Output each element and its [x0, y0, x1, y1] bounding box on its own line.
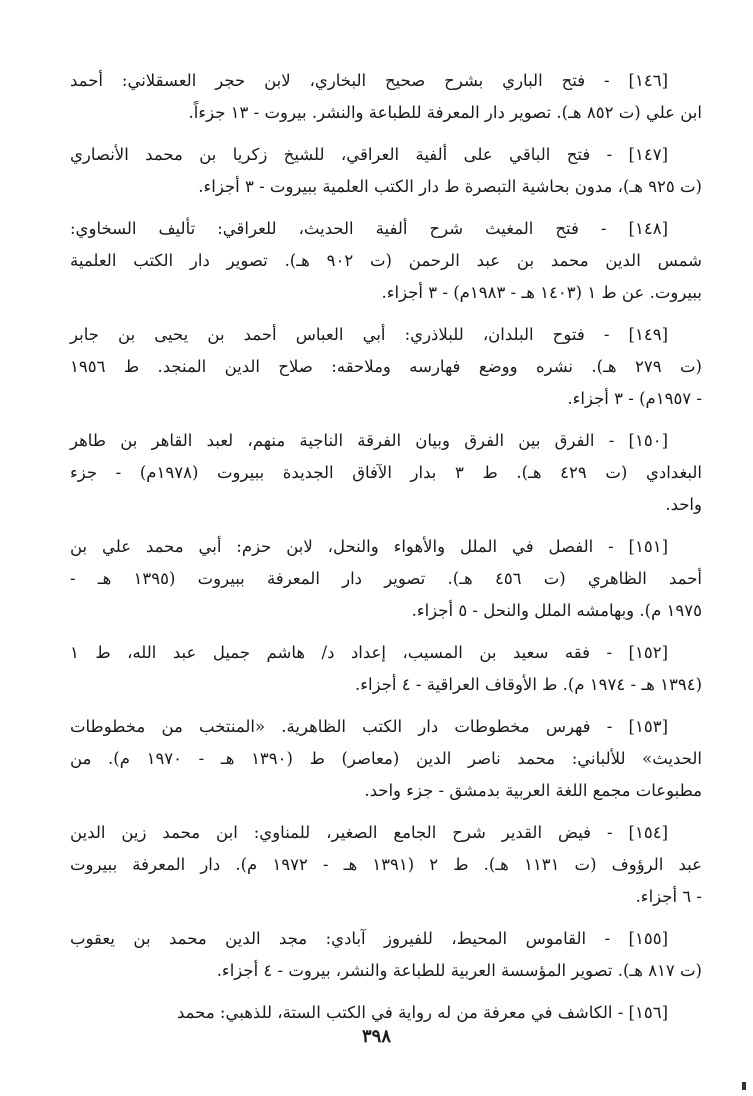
bibliography-entry: [70, 139, 702, 203]
entry-line: - ١٩٥٧م) - ٣ أجزاء.: [567, 389, 702, 408]
bibliography-entry: [70, 817, 702, 913]
entry-line: ببيروت. عن ط ١ (١٤٠٣ هـ - ١٩٨٣م) - ٣ أجزاء.: [381, 283, 702, 302]
bibliography-entry: [70, 425, 702, 521]
entry-line: [١٥١] - الفصل في الملل والأهواء والنحل، لابن حزم: أبي محمد علي بن: [70, 537, 668, 556]
entry-line: واحد.: [665, 495, 702, 514]
entry-line: أحمد الظاهري (ت ٤٥٦ هـ). تصوير دار المعرفة ببيروت (١٣٩٥ هـ -: [70, 569, 702, 588]
bibliography-entry: [70, 213, 702, 309]
entry-line: [١٥٣] - فهرس مخطوطات دار الكتب الظاهرية. «المنتخب من مخطوطات: [70, 717, 668, 736]
entry-line: [١٤٨] - فتح المغيث شرح ألفية الحديث، للعراقي: تأليف السخاوي:: [70, 219, 668, 238]
entry-line: [١٤٦] - فتح الباري بشرح صحيح البخاري، لابن حجر العسقلاني: أحمد: [70, 71, 668, 90]
entry-line: ١٩٧٥ م). وبهامشه الملل والنحل - ٥ أجزاء.: [411, 601, 702, 620]
entry-line: [١٥٠] - الفرق بين الفرق وبيان الفرقة الناجية منهم، لعبد القاهر بن طاهر: [70, 431, 668, 450]
entry-line: [١٥٦] - الكاشف في معرفة من له رواية في الكتب الستة، للذهبي: محمد: [176, 1003, 668, 1022]
bibliography-entry: [70, 997, 702, 1029]
bibliography-entry: [70, 531, 702, 627]
bibliography-entry: [70, 319, 702, 415]
entry-line: (ت ٢٧٩ هـ). نشره ووضع فهارسه وملاحقه: صلاح الدين المنجد. ط ١٩٥٦: [70, 357, 702, 376]
bibliography-entry: [70, 923, 702, 987]
bibliography-entry: [70, 65, 702, 129]
scan-edge-mark: [742, 1082, 746, 1090]
entry-line: الحديث» للألباني: محمد ناصر الدين (معاصر) ط (١٣٩٠ هـ - ١٩٧٠ م). من: [70, 749, 702, 768]
bibliography-entry: [70, 711, 702, 807]
bibliography-entry: [70, 637, 702, 701]
page-body: [70, 65, 702, 1039]
entry-line: (ت ٨١٧ هـ). تصوير المؤسسة العربية للطباعة والنشر، بيروت - ٤ أجزاء.: [216, 961, 702, 980]
entry-line: (١٣٩٤ هـ - ١٩٧٤ م). ط الأوقاف العراقية - ٤ أجزاء.: [355, 675, 702, 694]
entry-line: عبد الرؤوف (ت ١١٣١ هـ). ط ٢ (١٣٩١ هـ - ١٩٧٢ م). دار المعرفة ببيروت: [70, 855, 702, 874]
entry-line: [١٥٥] - القاموس المحيط، للفيروز آبادي: مجد الدين محمد بن يعقوب: [70, 929, 668, 948]
entry-line: البغدادي (ت ٤٢٩ هـ). ط ٣ بدار الآفاق الجديدة ببيروت (١٩٧٨م) - جزء: [70, 463, 703, 482]
page-number: ٣٩٨: [361, 1026, 391, 1047]
entry-line: مطبوعات مجمع اللغة العربية بدمشق - جزء واحد.: [364, 781, 702, 800]
entry-line: ابن علي (ت ٨٥٢ هـ). تصوير دار المعرفة للطباعة والنشر. بيروت - ١٣ جزءاً.: [188, 103, 702, 122]
entry-line: (ت ٩٢٥ هـ)، مدون بحاشية التبصرة ط دار الكتب العلمية ببيروت - ٣ أجزاء.: [198, 177, 702, 196]
entry-line: شمس الدين محمد بن عبد الرحمن (ت ٩٠٢ هـ). تصوير دار الكتب العلمية: [70, 251, 702, 270]
entry-line: [١٥٤] - فيض القدير شرح الجامع الصغير، للمناوي: ابن محمد زين الدين: [70, 823, 668, 842]
entry-line: - ٦ أجزاء.: [635, 887, 702, 906]
entry-line: [١٤٩] - فتوح البلدان، للبلاذري: أبي العباس أحمد بن يحيى بن جابر: [70, 325, 668, 344]
entry-line: [١٥٢] - فقه سعيد بن المسيب، إعداد د/ هاشم جميل عبد الله، ط ١: [70, 643, 668, 662]
entry-line: [١٤٧] - فتح الباقي على ألفية العراقي، للشيخ زكريا بن محمد الأنصاري: [70, 145, 668, 164]
